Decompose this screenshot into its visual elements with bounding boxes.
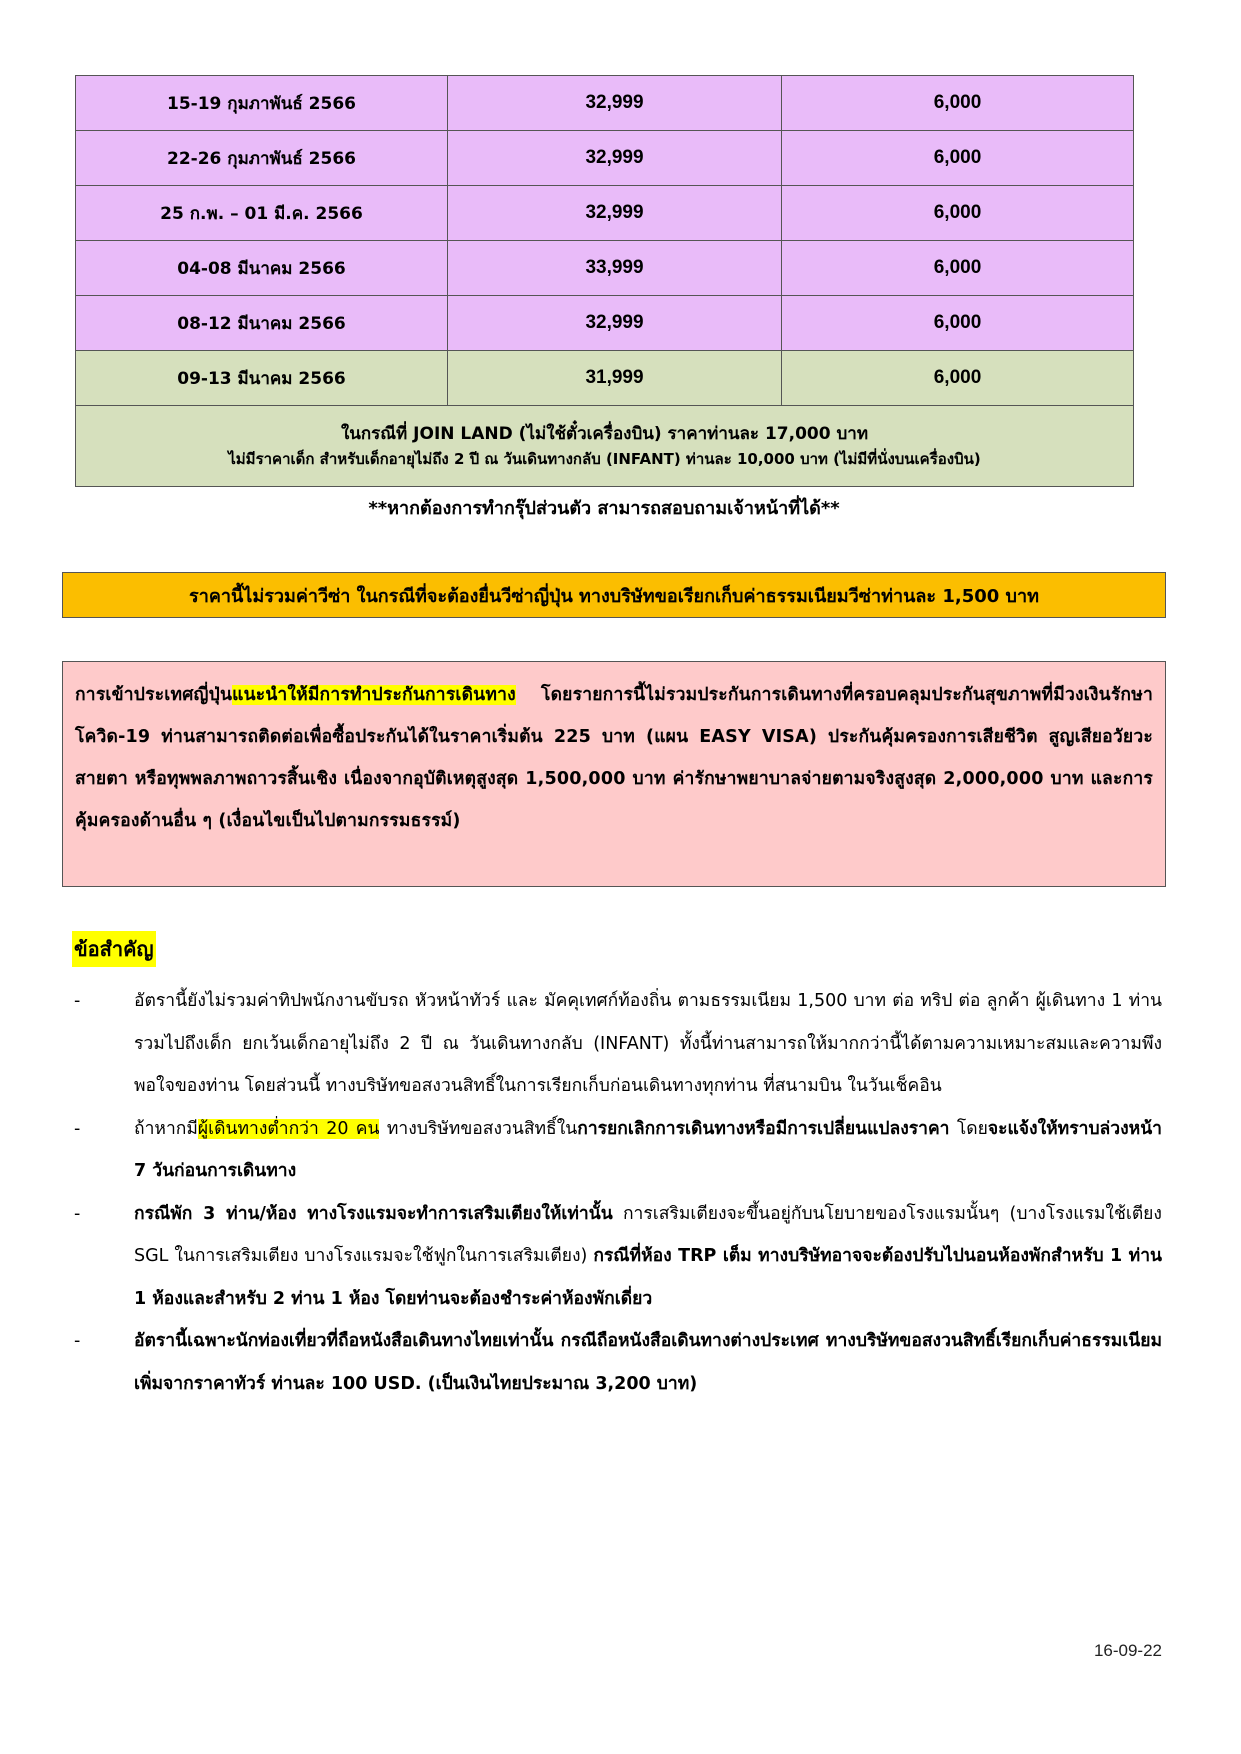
trp-full-policy: กรณีที่ห้อง TRP เต็ม ทางบริษัทอาจจะต้องปรับไปนอนห้องพักสำหรับ 1 ท่าน 1 ห้องและสำหรับ 2 ท่าน 1 ห้อง โดยท่านจะต้องชำระค่าห้องพักเดี่ยว (134, 1246, 1163, 1309)
bullet-dash: - (74, 1331, 81, 1351)
tour-price: 32,999 (448, 76, 782, 131)
extra-charge: 6,000 (782, 131, 1134, 186)
extra-charge: 6,000 (782, 351, 1134, 406)
visa-notice (62, 572, 1166, 618)
cancel-policy: การยกเลิกการเดินทางหรือมีการเปลี่ยนแปลงราคา (577, 1118, 950, 1139)
price-table (75, 75, 1134, 487)
insurance-intro: การเข้าประเทศญี่ปุ่น (75, 685, 233, 705)
travel-date: 22-26 กุมภาพันธ์ 2566 (76, 131, 448, 186)
min-travelers-text-2: ทางบริษัทขอสงวนสิทธิ์ใน (379, 1118, 578, 1139)
bullet-dash: - (74, 991, 81, 1011)
private-group-note: **หากต้องการทำกรุ๊ปส่วนตัว สามารถสอบถามเจ้าหน้าที่ได้** (368, 498, 840, 519)
extra-charge: 6,000 (782, 186, 1134, 241)
insurance-details: โดยรายการนี้ไม่รวมประกันการเดินทางที่ครอบคลุมประกันสุขภาพที่มีวงเงินรักษาโควิด-19 ท่านสามารถติดต่อเพื่อซื้อประกันได้ในราคาเริ่มต้น 225 บาท (แผน EASY VISA) ประกันคุ้มครองการเสียชีวิต สูญเสียอวัยวะ สายตา หรือทุพพลภาพถาวรสิ้นเชิง เนื่องจากอุบัติเหตุสูงสุด 1,500,000 บาท ค่ารักษาพยาบาลจ่ายตามจริงสูงสุด 2,000,000 บาท และการคุ้มครองด้านอื่น ๆ (เงื่อนไขเป็นไปตามกรรมธรรม์) (75, 685, 1153, 831)
table-row (76, 131, 1134, 186)
travel-date: 09-13 มีนาคม 2566 (76, 351, 448, 406)
list-item (72, 1108, 1162, 1193)
insurance-notice (62, 661, 1166, 887)
table-row (76, 76, 1134, 131)
extra-bed-details: การเสริมเตียงจะขึ้นอยู่กับนโยบายของโรงแรมนั้นๆ (บางโรงแรมใช้เตียง SGL ในการเสริมเตียง บางโรงแรมจะใช้ฟูกในการเสริมเตียง) (134, 1203, 1162, 1266)
tour-price: 32,999 (448, 296, 782, 351)
tip-note: อัตรานี้ยังไม่รวมค่าทิปพนักงานขับรถ หัวหน้าทัวร์ และ มัคคุเทศก์ท้องถิ่น ตามธรรมเนียม 1,500 บาท ต่อ ทริป ต่อ ลูกค้า ผู้เดินทาง 1 ท่าน รวมไปถึงเด็ก ยกเว้นเด็กอายุไม่ถึง 2 ปี ณ วันเดินทางกลับ (INFANT) ทั้งนี้ท่านสามารถให้มากกว่านี้ได้ตามความเหมาะสมและความพึงพอใจของท่าน โดยส่วนนี้ ทางบริษัทขอสงวนสิทธิ์ในการเรียกเก็บก่อนเดินทางทุกท่าน ที่สนามบิน ในวันเช็คอิน (134, 991, 1162, 1096)
document-date: 16-09-22 (1093, 1641, 1162, 1660)
infant-note: ไม่มีราคาเด็ก สำหรับเด็กอายุไม่ถึง 2 ปี ณ วันเดินทางกลับ (INFANT) ท่านละ 10,000 บาท (ไม่มีที่นั่งบนเครื่องบิน) (228, 449, 981, 468)
table-row (76, 296, 1134, 351)
travel-date: 25 ก.พ. – 01 มี.ค. 2566 (76, 186, 448, 241)
travel-date: 08-12 มีนาคม 2566 (76, 296, 448, 351)
tour-price: 32,999 (448, 186, 782, 241)
important-heading: ข้อสำคัญ (72, 931, 156, 967)
tour-price: 32,999 (448, 131, 782, 186)
tour-price: 31,999 (448, 351, 782, 406)
min-travelers-highlight: ผู้เดินทางต่ำกว่า 20 คน (197, 1118, 380, 1139)
list-item (72, 980, 1162, 1108)
join-land-note: ในกรณีที่ JOIN LAND (ไม่ใช้ตั๋วเครื่องบิน) ราคาท่านละ 17,000 บาท (340, 424, 869, 445)
passport-policy: อัตรานี้เฉพาะนักท่องเที่ยวที่ถือหนังสือเดินทางไทยเท่านั้น กรณีถือหนังสือเดินทางต่างประเทศ ทางบริษัทขอสงวนสิทธิ์เรียกเก็บค่าธรรมเนียมเพิ่มจากราคาทัวร์ ท่านละ 100 USD. (เป็นเงินไทยประมาณ 3,200 บาท) (134, 1331, 1162, 1394)
extra-charge: 6,000 (782, 76, 1134, 131)
table-row (76, 351, 1134, 406)
important-list (72, 980, 1162, 1405)
travel-date: 15-19 กุมภาพันธ์ 2566 (76, 76, 448, 131)
insurance-highlight: แนะนำให้มีการทำประกันการเดินทาง (232, 685, 516, 705)
extra-charge: 6,000 (782, 241, 1134, 296)
table-footer (76, 406, 1134, 487)
list-item (72, 1193, 1162, 1321)
bullet-dash: - (74, 1203, 81, 1224)
travel-date: 04-08 มีนาคม 2566 (76, 241, 448, 296)
extra-charge: 6,000 (782, 296, 1134, 351)
table-row (76, 186, 1134, 241)
table-row (76, 241, 1134, 296)
bullet-dash: - (74, 1118, 81, 1139)
visa-notice-text: ราคานี้ไม่รวมค่าวีซ่า ในกรณีที่จะต้องยื่นวีซ่าญี่ปุ่น ทางบริษัทขอเรียกเก็บค่าธรรมเนียมวีซ่าท่านละ 1,500 บาท (189, 585, 1039, 607)
tour-price: 33,999 (448, 241, 782, 296)
table-footer-row (76, 406, 1134, 487)
triple-room-policy: กรณีพัก 3 ท่าน/ห้อง ทางโรงแรมจะทำการเสริมเตียงให้เท่านั้น (134, 1203, 613, 1224)
advance-notice: จะแจ้งให้ทราบล่วงหน้า 7 วันก่อนการเดินทาง (134, 1118, 1162, 1181)
min-travelers-text-3: โดย (949, 1118, 988, 1139)
list-item (72, 1320, 1162, 1405)
min-travelers-text: ถ้าหากมี (134, 1118, 198, 1139)
